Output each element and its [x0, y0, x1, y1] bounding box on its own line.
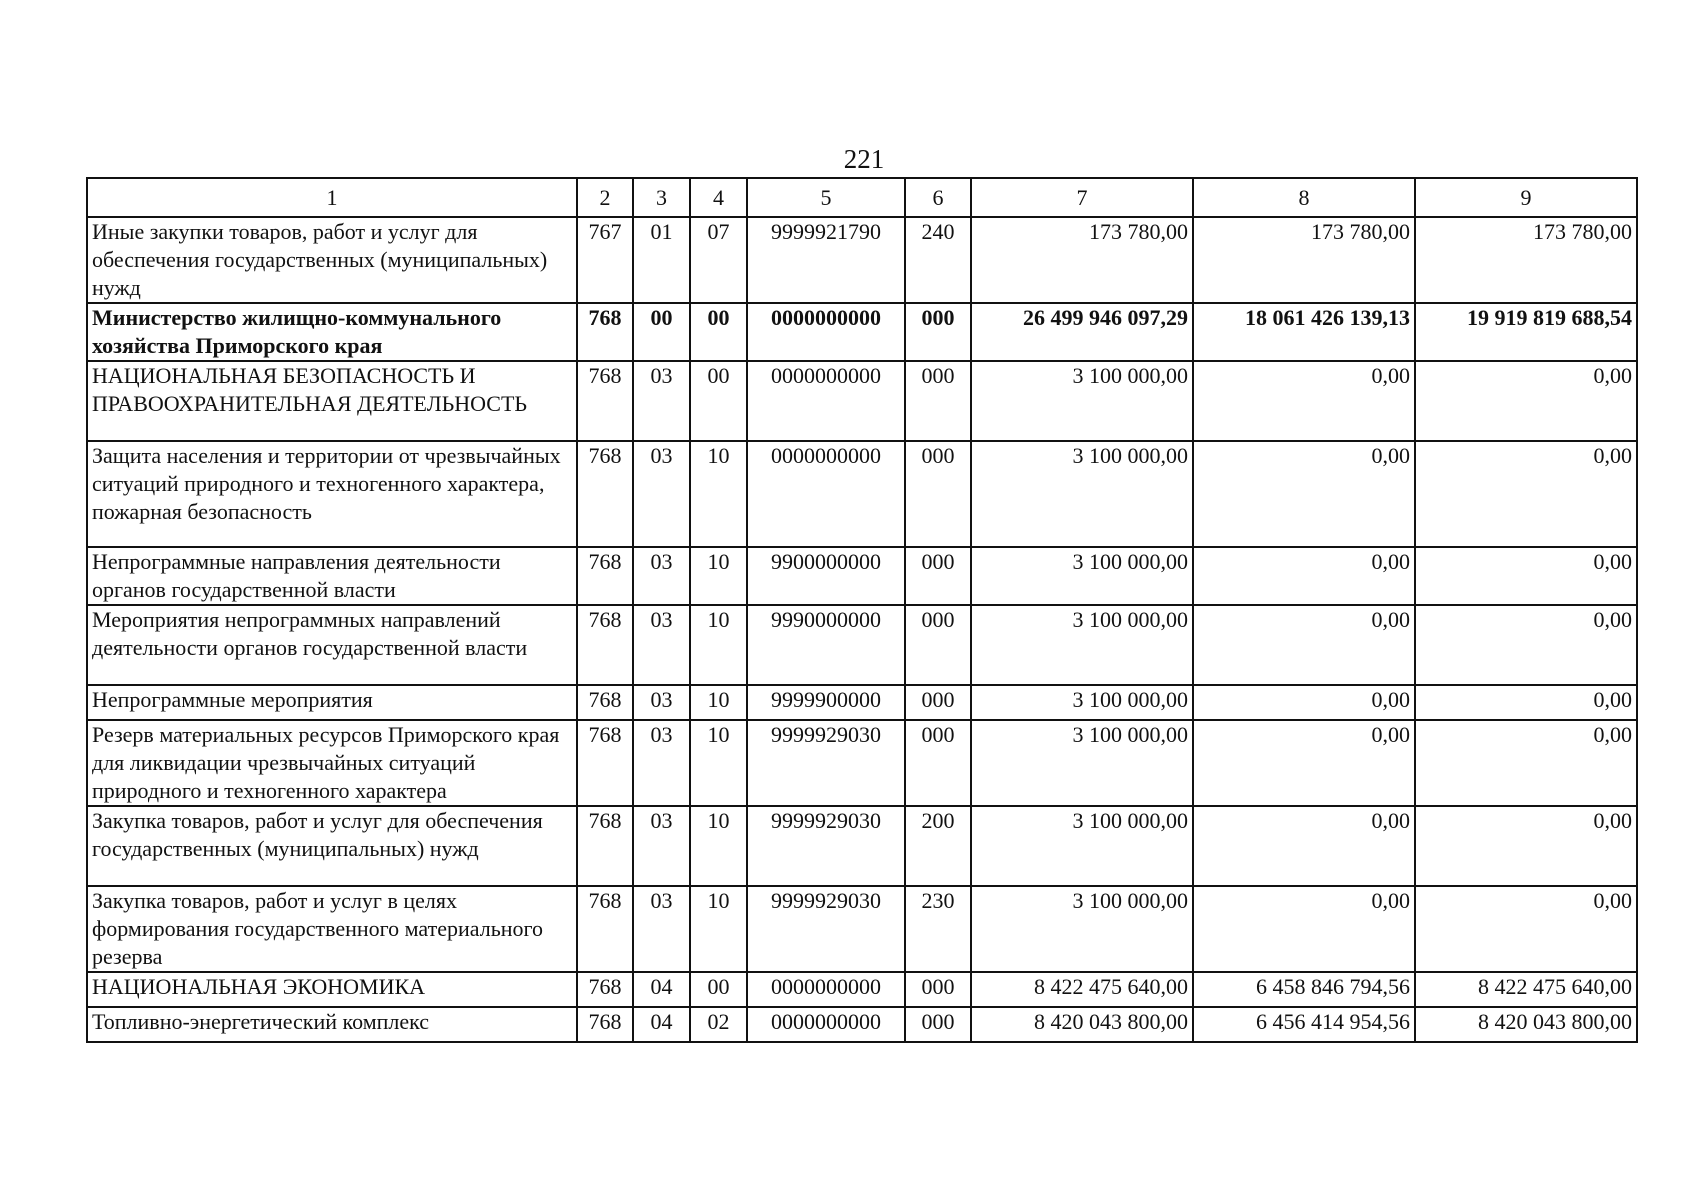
row-amount-col8: 6 458 846 794,56	[1193, 972, 1415, 1007]
table-row	[87, 303, 1637, 361]
row-subsection-code: 10	[690, 441, 747, 547]
table-row	[87, 547, 1637, 605]
row-expense-type-code: 200	[905, 806, 971, 886]
row-section-code: 03	[633, 441, 690, 547]
row-name: Непрограммные мероприятия	[87, 685, 577, 720]
row-name: Мероприятия непрограммных направлений деятельности органов государственной власти	[87, 605, 577, 685]
row-expense-type-code: 000	[905, 605, 971, 685]
row-amount-col9: 173 780,00	[1415, 217, 1637, 303]
row-amount-col9: 8 422 475 640,00	[1415, 972, 1637, 1007]
row-amount-col7: 3 100 000,00	[971, 886, 1193, 972]
row-amount-col8: 0,00	[1193, 605, 1415, 685]
table-row	[87, 972, 1637, 1007]
row-subsection-code: 00	[690, 361, 747, 441]
row-section-code: 04	[633, 972, 690, 1007]
row-amount-col8: 0,00	[1193, 720, 1415, 806]
row-subsection-code: 00	[690, 303, 747, 361]
row-subsection-code: 10	[690, 605, 747, 685]
row-subsection-code: 10	[690, 547, 747, 605]
row-section-code: 01	[633, 217, 690, 303]
row-amount-col7: 26 499 946 097,29	[971, 303, 1193, 361]
row-section-code: 03	[633, 806, 690, 886]
row-section-code: 03	[633, 547, 690, 605]
table-row	[87, 441, 1637, 547]
row-name: Защита населения и территории от чрезвычайных ситуаций природного и техногенного характера, пожарная безопасность	[87, 441, 577, 547]
row-amount-col8: 0,00	[1193, 806, 1415, 886]
row-amount-col8: 0,00	[1193, 441, 1415, 547]
row-expense-type-code: 000	[905, 547, 971, 605]
row-expense-type-code: 230	[905, 886, 971, 972]
row-admin-code: 768	[577, 605, 633, 685]
row-expense-type-code: 000	[905, 1007, 971, 1042]
row-section-code: 04	[633, 1007, 690, 1042]
row-target-code: 0000000000	[747, 1007, 905, 1042]
row-expense-type-code: 000	[905, 303, 971, 361]
page-number: 221	[843, 144, 885, 174]
row-amount-col9: 0,00	[1415, 806, 1637, 886]
row-amount-col8: 0,00	[1193, 361, 1415, 441]
row-admin-code: 768	[577, 972, 633, 1007]
column-header: 6	[905, 178, 971, 217]
row-section-code: 03	[633, 720, 690, 806]
row-expense-type-code: 000	[905, 441, 971, 547]
table-body	[87, 217, 1637, 1042]
row-section-code: 03	[633, 361, 690, 441]
row-amount-col9: 0,00	[1415, 441, 1637, 547]
row-amount-col7: 8 420 043 800,00	[971, 1007, 1193, 1042]
row-subsection-code: 10	[690, 886, 747, 972]
row-subsection-code: 00	[690, 972, 747, 1007]
table-row	[87, 605, 1637, 685]
row-name: НАЦИОНАЛЬНАЯ БЕЗОПАСНОСТЬ И ПРАВООХРАНИТЕЛЬНАЯ ДЕЯТЕЛЬНОСТЬ	[87, 361, 577, 441]
column-header: 5	[747, 178, 905, 217]
row-section-code: 03	[633, 685, 690, 720]
column-number-row	[87, 178, 1637, 217]
row-amount-col7: 3 100 000,00	[971, 441, 1193, 547]
column-header: 4	[690, 178, 747, 217]
row-name: Непрограммные направления деятельности органов государственной власти	[87, 547, 577, 605]
row-amount-col8: 0,00	[1193, 685, 1415, 720]
row-amount-col7: 3 100 000,00	[971, 806, 1193, 886]
row-name: НАЦИОНАЛЬНАЯ ЭКОНОМИКА	[87, 972, 577, 1007]
row-target-code: 0000000000	[747, 441, 905, 547]
column-header: 3	[633, 178, 690, 217]
row-subsection-code: 10	[690, 685, 747, 720]
row-amount-col7: 3 100 000,00	[971, 361, 1193, 441]
column-header: 2	[577, 178, 633, 217]
column-header: 8	[1193, 178, 1415, 217]
column-header: 7	[971, 178, 1193, 217]
row-amount-col7: 3 100 000,00	[971, 605, 1193, 685]
row-amount-col7: 8 422 475 640,00	[971, 972, 1193, 1007]
row-amount-col8: 173 780,00	[1193, 217, 1415, 303]
table-row	[87, 217, 1637, 303]
row-section-code: 03	[633, 886, 690, 972]
row-expense-type-code: 000	[905, 685, 971, 720]
row-target-code: 9999900000	[747, 685, 905, 720]
row-amount-col7: 3 100 000,00	[971, 547, 1193, 605]
row-name: Закупка товаров, работ и услуг для обеспечения государственных (муниципальных) нужд	[87, 806, 577, 886]
row-admin-code: 768	[577, 1007, 633, 1042]
table-row	[87, 886, 1637, 972]
row-amount-col8: 0,00	[1193, 547, 1415, 605]
row-subsection-code: 07	[690, 217, 747, 303]
row-target-code: 0000000000	[747, 361, 905, 441]
row-expense-type-code: 240	[905, 217, 971, 303]
row-subsection-code: 10	[690, 720, 747, 806]
row-target-code: 0000000000	[747, 972, 905, 1007]
row-amount-col7: 3 100 000,00	[971, 685, 1193, 720]
row-amount-col9: 0,00	[1415, 886, 1637, 972]
row-amount-col9: 0,00	[1415, 685, 1637, 720]
row-amount-col7: 3 100 000,00	[971, 720, 1193, 806]
row-amount-col9: 8 420 043 800,00	[1415, 1007, 1637, 1042]
row-admin-code: 768	[577, 547, 633, 605]
row-expense-type-code: 000	[905, 361, 971, 441]
table-row	[87, 685, 1637, 720]
row-target-code: 9900000000	[747, 547, 905, 605]
column-header: 9	[1415, 178, 1637, 217]
row-name: Топливно-энергетический комплекс	[87, 1007, 577, 1042]
row-amount-col8: 0,00	[1193, 886, 1415, 972]
row-name: Министерство жилищно-коммунального хозяйства Приморского края	[87, 303, 577, 361]
row-name: Резерв материальных ресурсов Приморского края для ликвидации чрезвычайных ситуаций природного и техногенного характера	[87, 720, 577, 806]
row-section-code: 00	[633, 303, 690, 361]
row-amount-col8: 18 061 426 139,13	[1193, 303, 1415, 361]
row-subsection-code: 02	[690, 1007, 747, 1042]
table-row	[87, 1007, 1637, 1042]
row-target-code: 9999929030	[747, 806, 905, 886]
row-amount-col8: 6 456 414 954,56	[1193, 1007, 1415, 1042]
budget-table	[86, 177, 1638, 1043]
row-admin-code: 768	[577, 361, 633, 441]
row-target-code: 0000000000	[747, 303, 905, 361]
row-target-code: 9999921790	[747, 217, 905, 303]
row-name: Закупка товаров, работ и услуг в целях формирования государственного материального резерва	[87, 886, 577, 972]
row-target-code: 9999929030	[747, 886, 905, 972]
table-row	[87, 806, 1637, 886]
row-amount-col9: 0,00	[1415, 361, 1637, 441]
row-admin-code: 768	[577, 441, 633, 547]
row-amount-col9: 0,00	[1415, 720, 1637, 806]
row-name: Иные закупки товаров, работ и услуг для обеспечения государственных (муниципальных) нужд	[87, 217, 577, 303]
row-section-code: 03	[633, 605, 690, 685]
row-expense-type-code: 000	[905, 720, 971, 806]
row-amount-col9: 0,00	[1415, 605, 1637, 685]
row-subsection-code: 10	[690, 806, 747, 886]
row-admin-code: 767	[577, 217, 633, 303]
table-row	[87, 361, 1637, 441]
row-amount-col9: 19 919 819 688,54	[1415, 303, 1637, 361]
row-amount-col9: 0,00	[1415, 547, 1637, 605]
column-header: 1	[87, 178, 577, 217]
row-admin-code: 768	[577, 303, 633, 361]
row-admin-code: 768	[577, 685, 633, 720]
row-admin-code: 768	[577, 806, 633, 886]
row-amount-col7: 173 780,00	[971, 217, 1193, 303]
row-admin-code: 768	[577, 886, 633, 972]
row-admin-code: 768	[577, 720, 633, 806]
row-expense-type-code: 000	[905, 972, 971, 1007]
row-target-code: 9999929030	[747, 720, 905, 806]
table-row	[87, 720, 1637, 806]
row-target-code: 9990000000	[747, 605, 905, 685]
